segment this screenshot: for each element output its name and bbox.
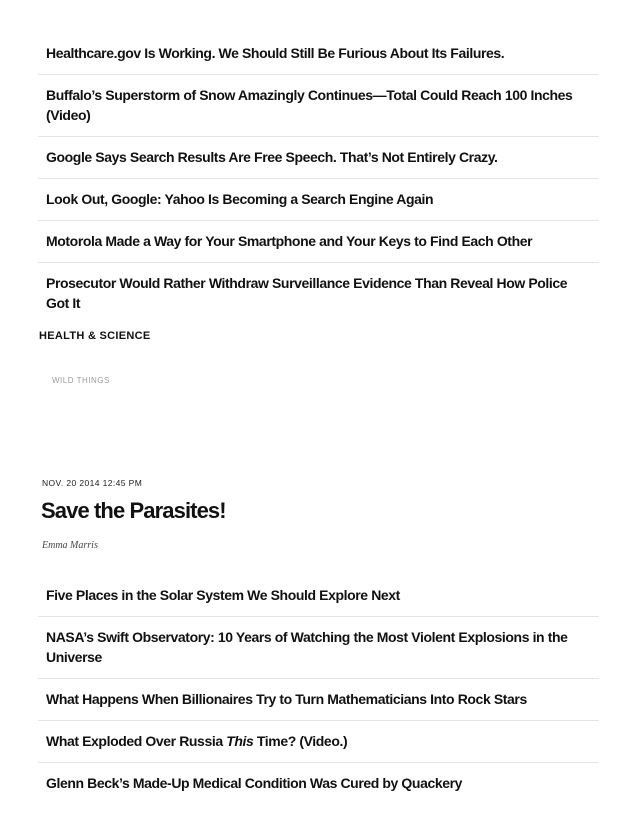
list-item [38,75,599,137]
list-item [38,263,599,324]
bottom-article-list [38,575,599,804]
article-byline[interactable]: Emma Marris [42,540,98,551]
list-item [38,763,599,804]
article-link[interactable]: NASA’s Swift Observatory: 10 Years of Watching the Most Violent Explosions in the Universe [46,629,568,665]
list-item [38,137,599,179]
list-item [38,721,599,763]
list-item [38,33,599,75]
article-link[interactable]: What Happens When Billionaires Try to Turn Mathematicians Into Rock Stars [46,691,527,707]
article-link-emphasis: This [226,733,254,749]
top-article-list [38,33,599,324]
article-link[interactable]: Glenn Beck’s Made-Up Medical Condition Was Cured by Quackery [46,775,463,791]
article-link[interactable]: Look Out, Google: Yahoo Is Becoming a Search Engine Again [46,191,434,207]
kicker-label[interactable]: WILD THINGS [52,376,110,385]
section-label[interactable]: HEALTH & SCIENCE [39,330,151,342]
article-link-text: What Exploded Over Russia [46,733,227,749]
article-link[interactable]: Google Says Search Results Are Free Speech. That’s Not Entirely Crazy. [46,149,498,165]
article-link[interactable]: Healthcare.gov Is Working. We Should Still Be Furious About Its Failures. [46,45,505,61]
article-link[interactable]: Buffalo’s Superstorm of Snow Amazingly Continues—Total Could Reach 100 Inches (Video) [46,87,573,123]
article-link[interactable]: Five Places in the Solar System We Should Explore Next [46,587,400,603]
article-headline[interactable]: Save the Parasites! [41,498,226,523]
list-item [38,575,599,617]
list-item [38,617,599,679]
list-item [38,179,599,221]
list-item [38,221,599,263]
article-dateline: NOV. 20 2014 12:45 PM [42,478,143,488]
article-link-text: Time? (Video.) [253,733,348,749]
article-link[interactable]: Motorola Made a Way for Your Smartphone and Your Keys to Find Each Other [46,233,533,249]
list-item [38,679,599,721]
article-link[interactable]: Prosecutor Would Rather Withdraw Surveillance Evidence Than Reveal How Police Got It [46,275,568,311]
article-link[interactable] [46,731,591,751]
